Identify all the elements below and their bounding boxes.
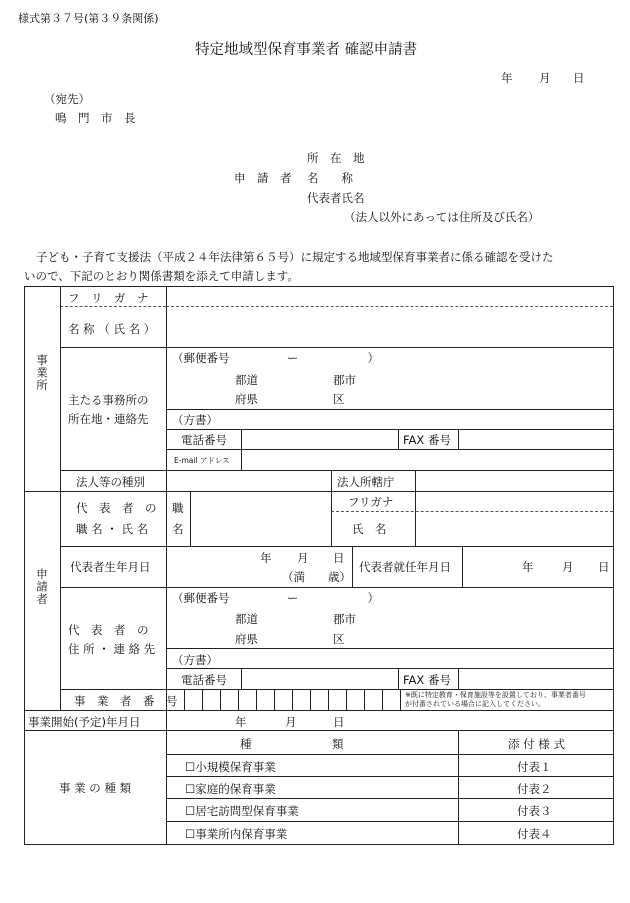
applicant-rep-label: 代表者氏名 [307, 191, 365, 205]
office-main-label-2: 所在地・連絡先 [68, 412, 149, 426]
rep-birth-month: 月 [297, 551, 309, 565]
start-year: 年 [235, 715, 247, 729]
business-type-label: 事 業 の 種 類 [59, 781, 132, 795]
intro-line-1: 子ども・子育て支援法（平成２４年法律第６５号）に規定する地域型保育事業者に係る確認を受けた [36, 250, 554, 264]
rep-inaug-year: 年 [522, 560, 534, 574]
date-month: 月 [539, 71, 551, 85]
applicant-label: 申 請 者 [234, 171, 292, 185]
rep-inauguration-label: 代表者就任年月日 [359, 560, 451, 574]
office-main-label-1: 主たる事務所の [68, 393, 149, 407]
rep-age: （満 歳） [282, 570, 351, 584]
rep-birth-year: 年 [260, 551, 272, 565]
corp-office-label: 法人所轄庁 [337, 475, 395, 489]
type-row-home-visit[interactable]: ☐居宅訪問型保育事業 [185, 804, 299, 818]
rep-gunshi: 郡市 [333, 612, 356, 626]
office-hosho: （方書） [172, 413, 218, 427]
corp-type-label: 法人等の種別 [76, 475, 145, 489]
start-day: 日 [333, 715, 345, 729]
date-day: 日 [573, 71, 585, 85]
addressee-mayor: 鳴 門 市 長 [55, 111, 136, 125]
intro-line-2: いので、下記のとおり関係書類を添えて申請します。 [24, 269, 299, 283]
start-month: 月 [285, 715, 297, 729]
rep-title-label-2: 職 名 ・ 氏 名 [76, 522, 149, 536]
office-gunshi: 郡市 [333, 373, 356, 387]
applicant-name-label: 名 称 [307, 171, 353, 185]
office-fuken: 府県 [235, 392, 258, 406]
rep-birth-label: 代表者生年月日 [70, 560, 151, 574]
type-column-header: 種 類 [240, 737, 344, 751]
operator-number-note-2: が付番されている場合に記入してください。 [405, 700, 545, 708]
type-row-home-based-form: 付表２ [517, 782, 552, 796]
rep-mei: 名 [172, 522, 184, 536]
rep-title-label-1: 代 表 者 の [76, 501, 157, 515]
type-row-home-visit-form: 付表３ [517, 804, 552, 818]
addressee-label: （宛先） [44, 92, 90, 106]
office-postal: （郵便番号 ー ） [172, 351, 379, 365]
type-row-workplace-form: 付表４ [517, 827, 552, 841]
type-row-small-scale[interactable]: ☐小規模保育事業 [185, 760, 276, 774]
form-column-header: 添 付 様 式 [508, 737, 565, 751]
applicant-section-label: 申請者 [35, 568, 49, 606]
applicant-note: （法人以外にあっては住所及び氏名） [344, 210, 540, 224]
rep-furigana-label: フリガナ [348, 495, 394, 509]
office-name-label: 名 称 （ 氏 名 ） [68, 322, 156, 336]
type-row-home-based[interactable]: ☐家庭的保育事業 [185, 782, 276, 796]
rep-fuken: 府県 [235, 632, 258, 646]
rep-ku: 区 [333, 632, 345, 646]
office-furigana-label: フ リ ガ ナ [68, 291, 149, 305]
office-todo: 都道 [235, 373, 258, 387]
rep-birth-day: 日 [333, 551, 345, 565]
rep-inaug-day: 日 [598, 560, 610, 574]
office-tel-label: 電話番号 [181, 433, 227, 447]
rep-hosho: （方書） [172, 653, 218, 667]
form-title: 特定地域型保育事業者 確認申請書 [195, 42, 418, 58]
operator-number-note-1: ※既に特定教育・保育施設等を設置しており、事業者番号 [405, 691, 586, 699]
operator-number-label: 事 業 者 番 号 [74, 694, 178, 708]
date-year: 年 [501, 71, 513, 85]
rep-fax-label: FAX 番号 [403, 673, 451, 687]
office-section-label: 事業所 [35, 354, 49, 392]
rep-postal: （郵便番号 ー ） [172, 591, 379, 605]
type-row-small-scale-form: 付表１ [517, 760, 552, 774]
rep-todo: 都道 [235, 612, 258, 626]
rep-address-label-2: 住 所 ・ 連 絡 先 [68, 642, 156, 656]
applicant-location-label: 所 在 地 [307, 151, 365, 165]
type-row-workplace[interactable]: ☐事業所内保育事業 [185, 827, 288, 841]
rep-address-label-1: 代 表 者 の [68, 623, 149, 637]
office-ku: 区 [333, 392, 345, 406]
rep-tel-label: 電話番号 [181, 673, 227, 687]
rep-name-label: 氏 名 [352, 522, 387, 536]
rep-inaug-month: 月 [562, 560, 574, 574]
start-date-label: 事業開始(予定)年月日 [28, 715, 141, 729]
office-email-label: E-mail アドレス [174, 456, 230, 465]
rep-shoku: 職 [172, 501, 184, 515]
office-fax-label: FAX 番号 [403, 433, 451, 447]
form-number: 様式第３７号(第３９条関係) [18, 12, 159, 25]
